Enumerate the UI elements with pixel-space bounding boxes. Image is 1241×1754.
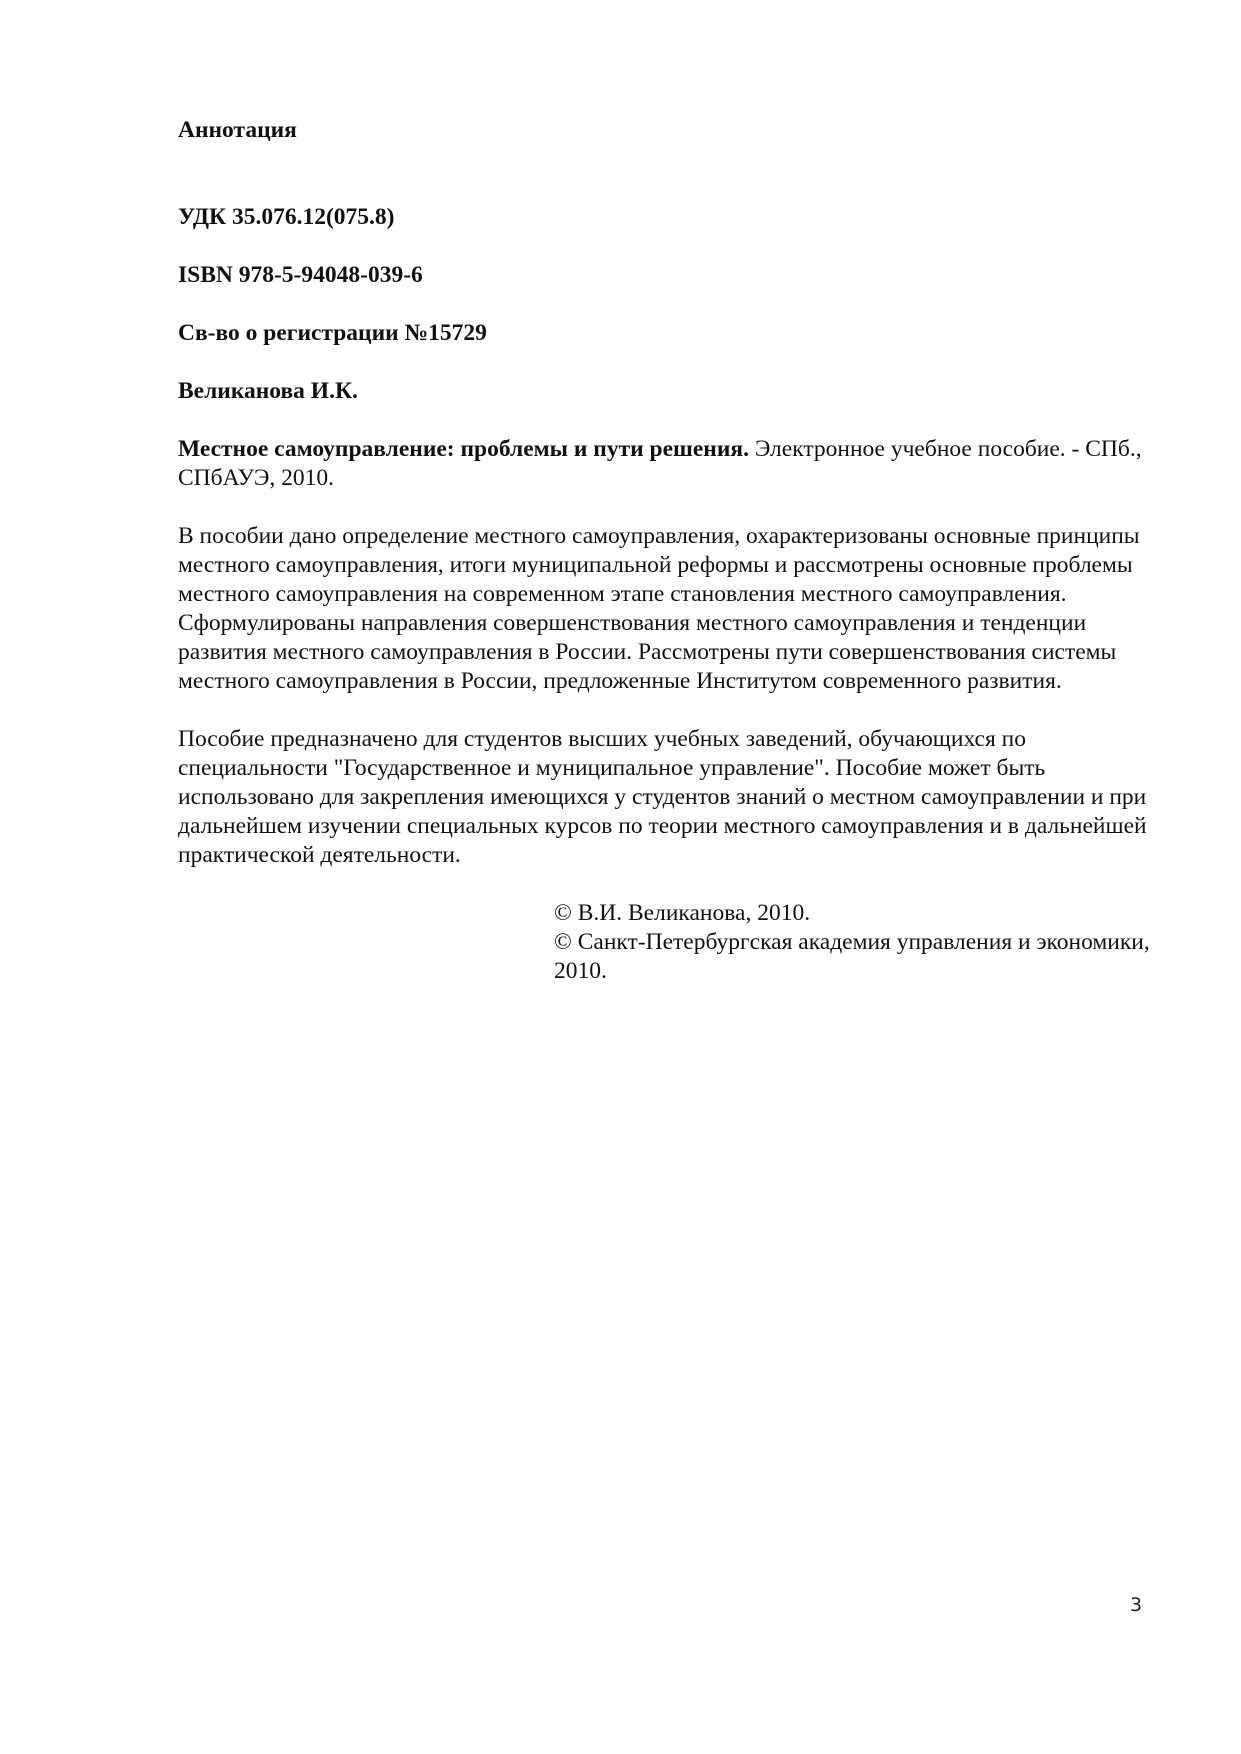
isbn-code: ISBN 978-5-94048-039-6 — [178, 262, 423, 288]
copyright-author: © В.И. Великанова, 2010. — [554, 900, 811, 926]
book-title: Местное самоуправление: проблемы и пути решения. — [178, 436, 749, 462]
copyright-block — [554, 899, 1158, 986]
abstract-paragraph-2: Пособие предназначено для студентов высших учебных заведений, обучающихся по специальности "Государственное и муниципальное управление". Пособие может быть использовано для закрепления имеющихся у студентов знаний о местном самоуправлении и при дальнейшем изучении специальных курсов по теории местного самоуправления и в дальнейшей практической деятельности. — [178, 726, 1147, 868]
book-publication-info: Электронное учебное пособие. - СПб., СПбАУЭ, 2010. — [178, 436, 1142, 491]
abstract-paragraph-1: В пособии дано определение местного самоуправления, охарактеризованы основные принципы местного самоуправления, итоги муниципальной реформы и рассмотрены основные проблемы местного самоуправления на современном этапе становления местного самоуправления. Сформулированы направления совершенствования местного самоуправления и тенденции развития местного самоуправления в России. Рассмотрены пути совершенствования системы местного самоуправления в России, предложенные Институтом современного развития. — [178, 523, 1140, 694]
udk-code: УДК 35.076.12(075.8) — [178, 204, 395, 230]
author-name: Великанова И.К. — [178, 378, 358, 404]
page-number: 3 — [1130, 1594, 1143, 1616]
copyright-publisher: © Санкт-Петербургская академия управления и экономики, 2010. — [554, 929, 1150, 984]
registration-certificate: Св-во о регистрации №15729 — [178, 320, 487, 346]
annotation-heading: Аннотация — [178, 117, 297, 143]
bibliographic-entry — [178, 435, 1158, 493]
page-content — [178, 116, 1158, 986]
